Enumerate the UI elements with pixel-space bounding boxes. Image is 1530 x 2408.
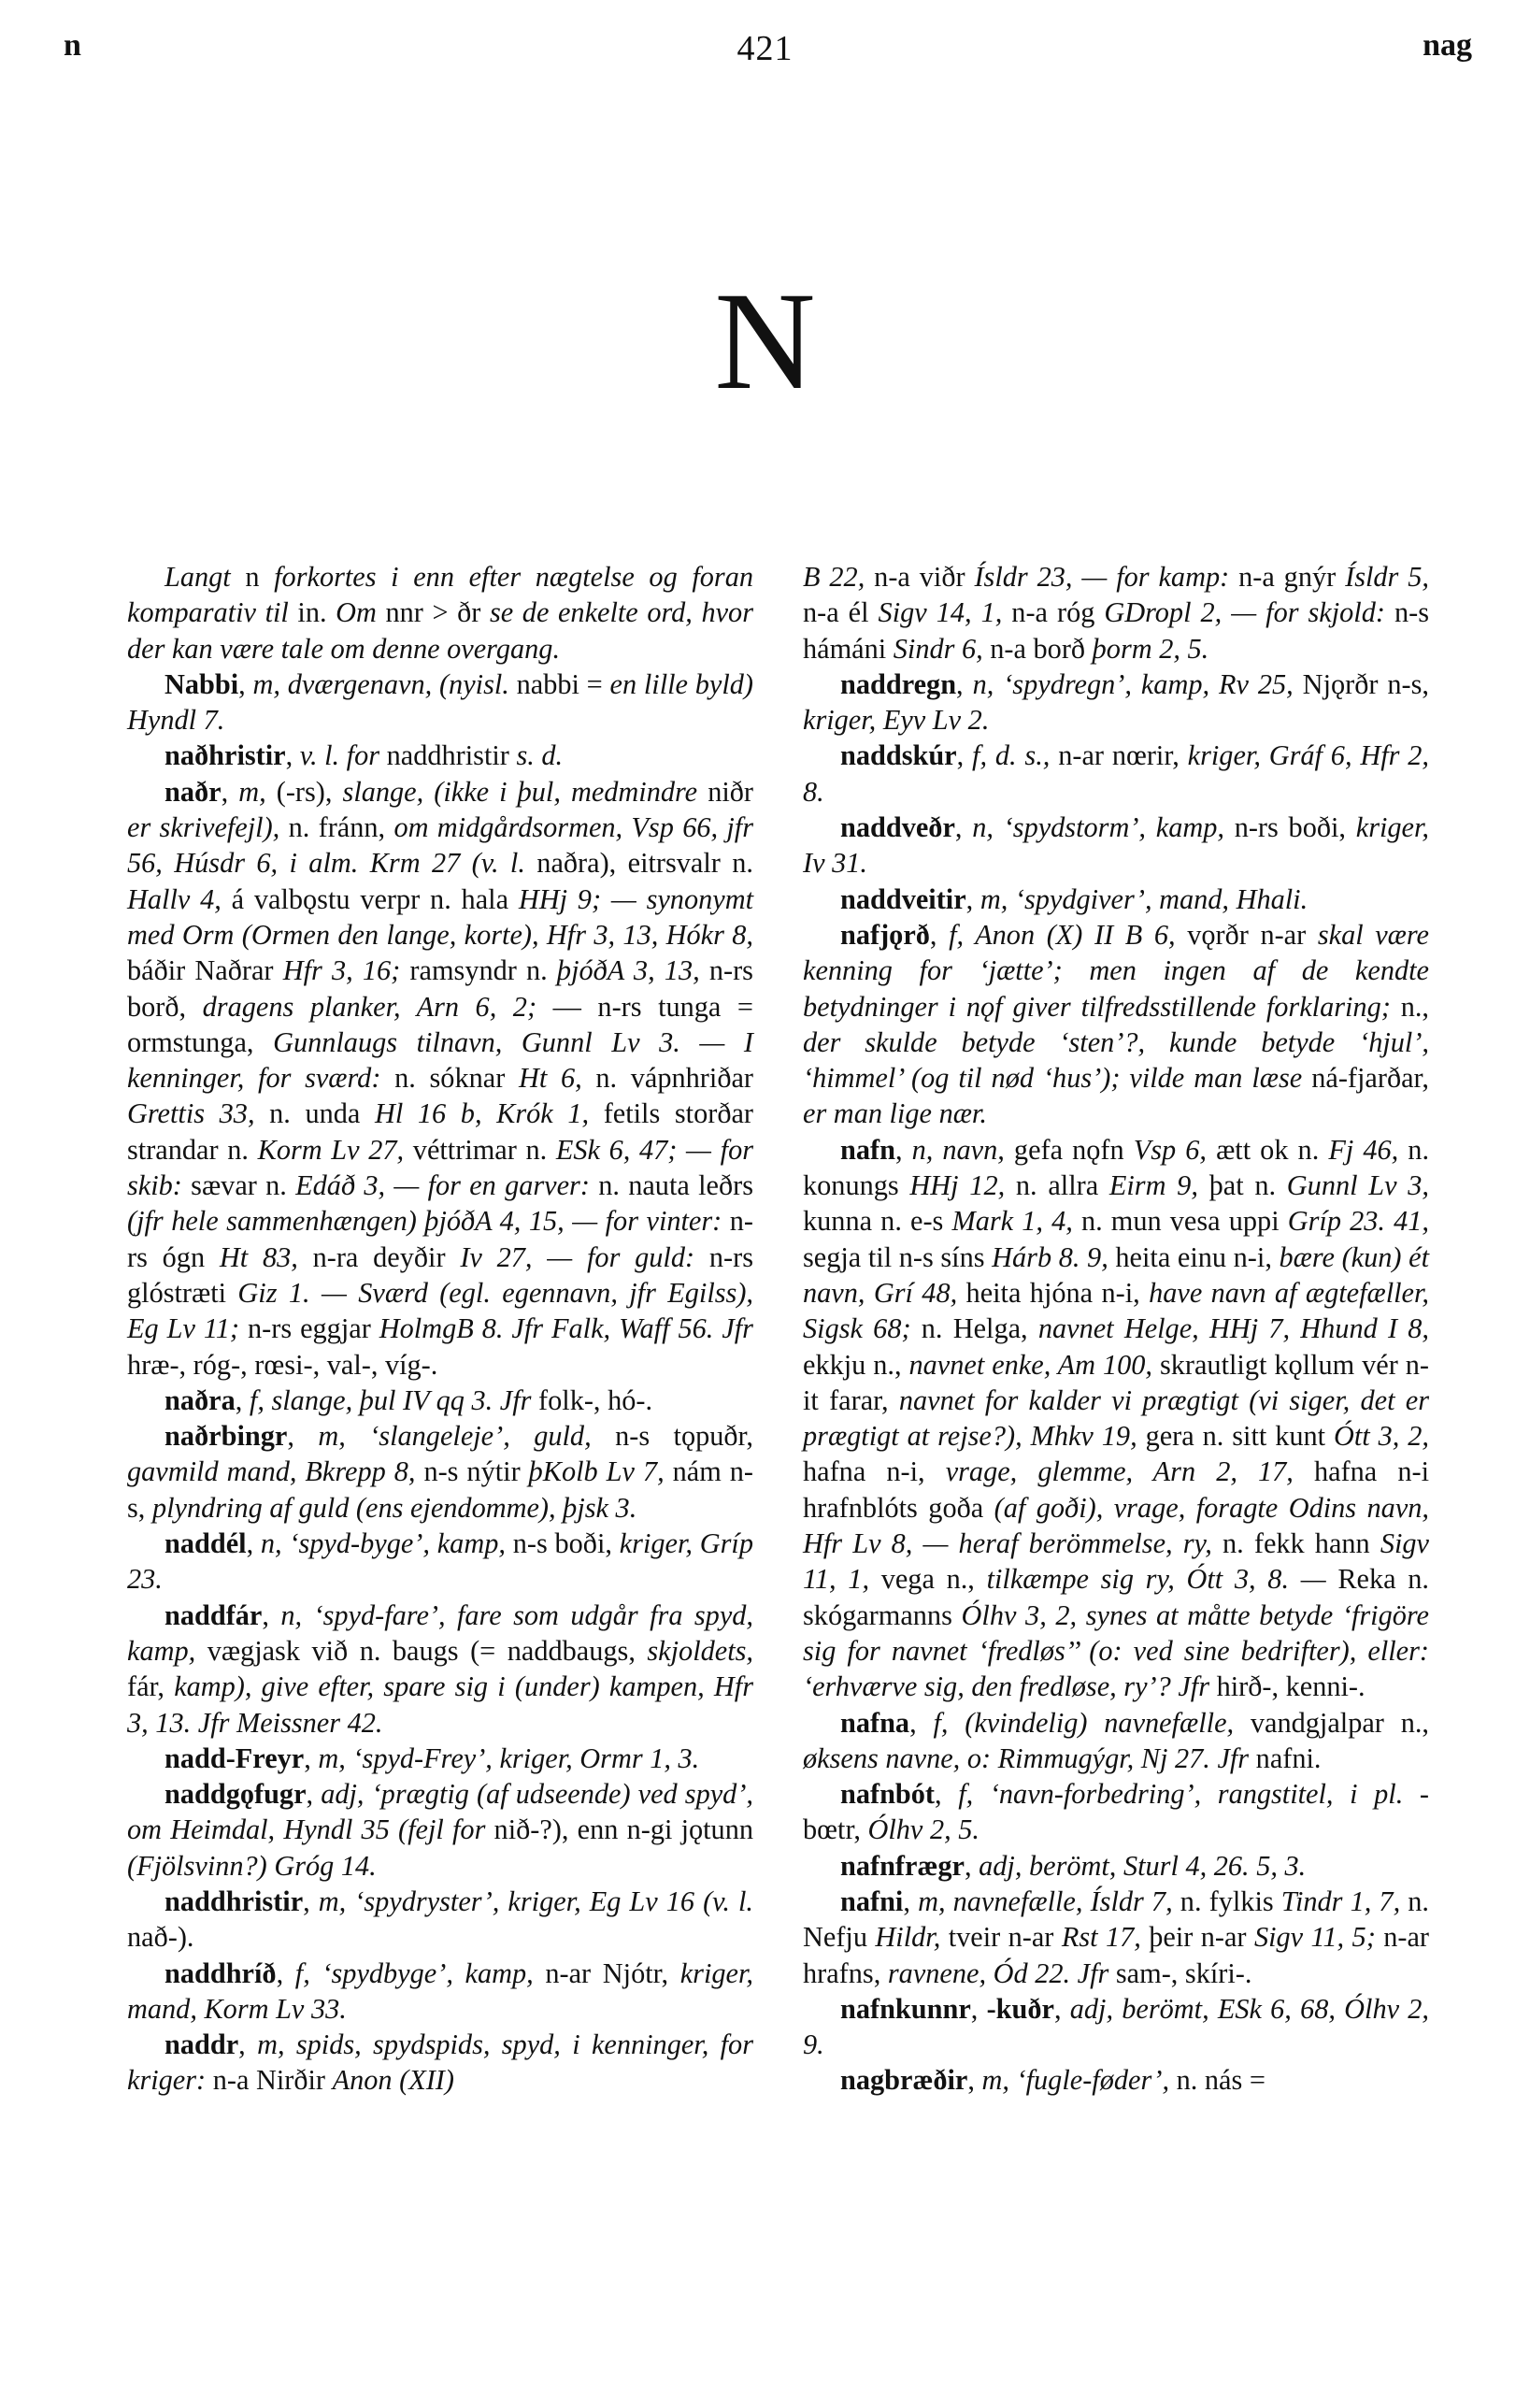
dictionary-entry: naddfár, n, ‘spyd-fare’, fare som udgår fra spyd, kamp, vægjask við n. baugs (= naddbaugs, skjoldets, fár, kamp), give efter, spare sig i (under) kampen, Hfr 3, 13. Jfr Meissner 42. [127,1598,753,1739]
dictionary-entry: naddregn, n, ‘spydregn’, kamp, Rv 25, Njǫrðr n-s, kriger, Eyv Lv 2. [803,667,1429,737]
dictionary-entry: nafnkunnr, -kuðr, adj, berömt, ESk 6, 68, Ólhv 2, 9. [803,1992,1429,2061]
dictionary-entry: naðra, f, slange, þul IV qq 3. Jfr folk-, hó-. [164,1383,653,1416]
dictionary-entry: naddr, m, spids, spydspids, spyd, i kenninger, for kriger: n-a Nirðir Anon (XII) [127,2028,753,2097]
dictionary-entry: nafni, m, navnefælle, Ísldr 7, n. fylkis Tindr 1, 7, n. Nefju Hildr, tveir n-ar Rst 17, þeir n-ar Sigv 11, 5; n-ar hrafns, ravnene, Ód 22. Jfr sam-, skíri-. [803,1885,1429,1989]
dictionary-entry: naddgǫfugr, adj, ‘prægtig (af udseende) ved spyd’, om Heimdal, Hyndl 35 (fejl for nið-?), enn n-gi jǫtunn (Fjölsvinn?) Gróg 14. [127,1778,753,1882]
dictionary-entry: naddhristir, m, ‘spydryster’, kriger, Eg Lv 16 (v. l. nað-). [127,1885,753,1954]
left-column [127,559,753,2099]
dictionary-entry: nafna, f, (kvindelig) navnefælle, vandgjalpar n., øksens navne, o: Rimmugýgr, Nj 27. Jfr nafni. [803,1706,1429,1774]
intro-paragraph: Langt n forkortes i enn efter nægtelse og foran komparativ til in. Om nnr > ðr se de enkelte ord, hvor der kan være tale om denne overgang. [127,561,754,665]
dictionary-entry: nafnbót, f, ‘navn-forbedring’, rangstitel, i pl. -bœtr, Ólhv 2, 5. [803,1778,1429,1846]
header-right-guideword: nag [1423,28,1472,63]
dictionary-entry: naðrbingr, m, ‘slangeleje’, guld, n-s tǫpuðr, gavmild mand, Bkrepp 8, n-s nýtir þKolb Lv 7, nám n-s, plyndring af guld (ens ejendomme), þjsk 3. [127,1420,754,1524]
dictionary-entry: naddskúr, f, d. s., n-ar nœrir, kriger, Gráf 6, Hfr 2, 8. [803,739,1429,808]
section-letter: N [714,264,816,419]
page-number: 421 [736,29,794,68]
dictionary-entry: nadd-Freyr, m, ‘spyd-Frey’, kriger, Ormr 1, 3. [164,1742,700,1774]
dictionary-entry: nagbræðir, m, ‘fugle-føder’, n. nás = [840,2064,1265,2097]
right-column [803,559,1429,2099]
dictionary-entry: nafjǫrð, f, Anon (X) II B 6, vǫrðr n-ar skal være kenning for ‘jætte’; men ingen af de kendte betydninger i nǫf giver tilfredsstillende forklaring; n., der skulde betyde ‘sten’?, kunde betyde ‘hjul’, ‘himmel’ (og til nød ‘hus’); vilde man læse ná-fjarðar, er man lige nær. [803,918,1430,1130]
dictionary-entry: naðhristir, v. l. for naddhristir s. d. [164,739,564,772]
header-left-guideword: n [64,28,81,63]
dictionary-entry: naddveðr, n, ‘spydstorm’, kamp, n-rs boði, kriger, Iv 31. [803,811,1430,880]
continued-entry: B 22, n-a viðr Ísldr 23, — for kamp: n-a gnýr Ísldr 5, n-a él Sigv 14, 1, n-a róg GDropl 2, — for skjold: n-s hámáni Sindr 6, n-a borð þorm 2, 5. [803,561,1429,665]
dictionary-entry: naddveitir, m, ‘spydgiver’, mand, Hhali. [840,882,1308,915]
page-header [0,28,1530,84]
dictionary-entry: naddhríð, f, ‘spydbyge’, kamp, n-ar Njótr, kriger, mand, Korm Lv 33. [127,1956,753,2025]
dictionary-entry: Nabbi, m, dværgenavn, (nyisl. nabbi = en lille byld) Hyndl 7. [127,667,753,737]
dictionary-entry: nafnfrægr, adj, berömt, Sturl 4, 26. 5, 3. [840,1849,1307,1882]
dictionary-entry: naðr, m, (-rs), slange, (ikke i þul, medmindre niðr er skrivefejl), n. fránn, om midgårdsormen, Vsp 66, jfr 56, Húsdr 6, i alm. Krm 27 (v. l. naðra), eitrsvalr n. Hallv 4, á valbǫstu verpr n. hala HHj 9; — synonymt med Orm (Ormen den lange, korte), Hfr 3, 13, Hókr 8, báðir Naðrar Hfr 3, 16; ramsyndr n. þjóðA 3, 13, n-rs borð, dragens planker, Arn 6, 2; — n-rs tunga = ormstunga, Gunnlaugs tilnavn, Gunnl Lv 3. — I kenninger, for sværd: n. sóknar Ht 6, n. vápnhriðar Grettis 33, n. unda Hl 16 b, Krók 1, fetils storðar strandar n. Korm Lv 27, véttrimar n. ESk 6, 47; — for skib: sævar n. Edáð 3, — for en garver: n. nauta leðrs (jfr hele sammenhængen) þjóðA 4, 15, — for vinter: n-rs ógn Ht 83, n-ra deyðir Iv 27, — for guld: n-rs glóstræti Giz 1. — Sværd (egl. egennavn, jfr Egilss), Eg Lv 11; n-rs eggjar HolmgB 8. Jfr Falk, Waff 56. Jfr hræ-, róg-, rœsi-, val-, víg-. [127,775,754,1381]
dictionary-entry: nafn, n, navn, gefa nǫfn Vsp 6, ætt ok n. Fj 46, n. konungs HHj 12, n. allra Eirm 9, þat n. Gunnl Lv 3, kunna n. e-s Mark 1, 4, n. mun vesa uppi Gríp 23. 41, segja til n-s síns Hárb 8. 9, heita einu n-i, bære (kun) ét navn, Grí 48, heita hjóna n-i, have navn af ægtefæller, Sigsk 68; n. Helga, navnet Helge, HHj 7, Hhund I 8, ekkju n., navnet enke, Am 100, skrautligt kǫllum vér n-it farar, navnet for kalder vi prægtigt (vi siger, det er prægtigt at rejse?), Mhkv 19, gera n. sitt kunt Ótt 3, 2, hafna n-i, vrage, glemme, Arn 2, 17, hafna n-i hrafnblóts goða (af goði), vrage, foragte Odins navn, Hfr Lv 8, — heraf berömmelse, ry, n. fekk hann Sigv 11, 1, vega n., tilkæmpe sig ry, Ótt 3, 8. — Reka n. skógarmanns Ólhv 3, 2, synes at måtte betyde ‘frigöre sig for navnet ‘fredløs’’ (o: ved sine bedrifter), eller: ‘erhværve sig, den fredløse, ry’? Jfr hirð-, kenni-. [803,1133,1430,1703]
dictionary-entry: naddél, n, ‘spyd-byge’, kamp, n-s boði, kriger, Gríp 23. [127,1527,753,1596]
